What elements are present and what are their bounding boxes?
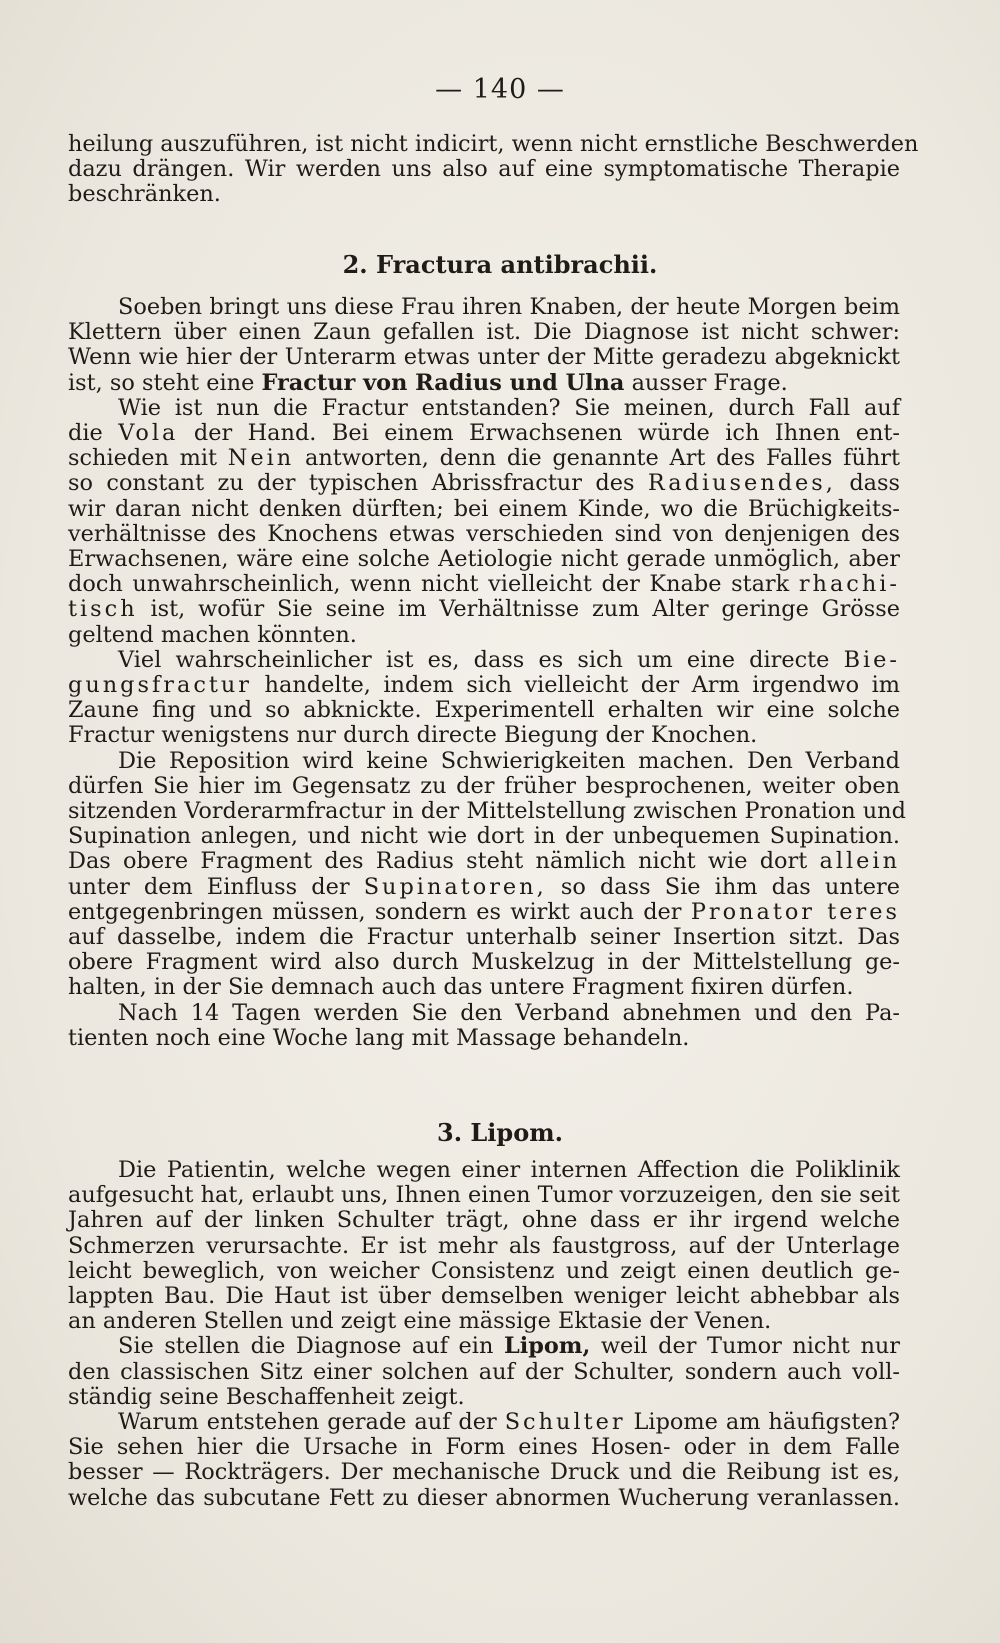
section-lipom-text <box>68 1158 900 1511</box>
text-line: entgegenbringen müssen, sondern es wirkt auch der Pronator teres <box>68 898 900 925</box>
text-line: dazu drängen. Wir werden uns also auf eine symptomatische Therapie <box>68 156 900 183</box>
text-line: obere Fragment wird also durch Muskelzug in der Mittelstellung ge- <box>68 949 900 976</box>
text-line: geltend machen könnten. <box>68 621 357 648</box>
text-line: ist, so steht eine Fractur von Radius und Ulna ausser Frage. <box>68 369 788 396</box>
text-line: die Vola der Hand. Bei einem Erwachsenen würde ich Ihnen ent- <box>68 420 900 447</box>
text-line: Viel wahrscheinlicher ist es, dass es sich um eine directe Bie- <box>118 646 900 673</box>
text-line: halten, in der Sie demnach auch das untere Fragment fixiren dürfen. <box>68 974 854 1001</box>
text-line: tisch ist, wofür Sie seine im Verhältnisse zum Alter geringe Grösse <box>68 596 900 623</box>
page-number: — 140 — <box>435 74 565 105</box>
emphasis-spaced: Schulter <box>504 1409 626 1436</box>
section-heading-fractura: 2. Fractura antibrachii. <box>342 250 658 279</box>
text-line: Fractur wenigstens nur durch directe Biegung der Knochen. <box>68 722 758 749</box>
text-line: aufgesucht hat, erlaubt uns, Ihnen einen Tumor vorzuzeigen, den sie seit <box>68 1182 901 1209</box>
text-line: Erwachsenen, wäre eine solche Aetiologie nicht gerade unmöglich, aber <box>68 546 900 573</box>
emphasis-spaced: gungsfractur <box>68 672 252 699</box>
text-line: doch unwahrscheinlich, wenn nicht vielleicht der Knabe stark rhachi- <box>68 571 900 598</box>
emphasis-spaced: allein <box>819 848 900 875</box>
text-line: tienten noch eine Woche lang mit Massage behandeln. <box>68 1024 690 1051</box>
text-line: verhältnisse des Knochens etwas verschieden sind von denjenigen des <box>68 520 900 547</box>
text-line: Die Patientin, welche wegen einer internen Affection die Poliklinik <box>118 1157 900 1183</box>
text-line: Zaune fing und so abknickte. Experimentell erhalten wir eine solche <box>68 697 900 724</box>
text-line: lappten Bau. Die Haut ist über demselben weniger leicht abhebbar als <box>68 1283 900 1310</box>
emphasis-spaced: Vola <box>118 420 179 447</box>
emphasis-spaced: Supinatoren, <box>363 873 547 900</box>
text-line: Nach 14 Tagen werden Sie den Verband abnehmen und den Pa- <box>118 999 900 1026</box>
text-line: Sie stellen die Diagnose auf ein Lipom, weil der Tumor nicht nur <box>118 1333 900 1360</box>
text-line: Schmerzen verursachte. Er ist mehr als faustgross, auf der Unterlage <box>68 1232 900 1259</box>
text-line: Sie sehen hier die Ursache in Form eines Hosen- oder in dem Falle <box>68 1434 900 1461</box>
text-line: ständig seine Beschaffenheit zeigt. <box>68 1383 465 1410</box>
text-line: wir daran nicht denken dürften; bei einem Kinde, wo die Brüchigkeits- <box>68 495 900 522</box>
text-line: Wie ist nun die Fractur entstanden? Sie meinen, durch Fall auf <box>118 394 900 421</box>
text-line: Soeben bringt uns diese Frau ihren Knaben, der heute Morgen beim <box>118 294 900 320</box>
emphasis-bold: Fractur von Radius und Ulna <box>261 369 625 396</box>
text-line: leicht beweglich, von weicher Consistenz und zeigt einen deutlich ge- <box>68 1257 900 1284</box>
section-heading-lipom: 3. Lipom. <box>437 1118 563 1147</box>
section-fractura-text <box>68 294 906 1051</box>
emphasis-spaced: Bie- <box>843 646 900 673</box>
text-line: sitzenden Vorderarmfractur in der Mittelstellung zwischen Pronation und <box>68 798 906 825</box>
text-line: gungsfractur handelte, indem sich vielleicht der Arm irgendwo im <box>68 672 900 699</box>
text-line: beschränken. <box>68 181 221 208</box>
emphasis-spaced: Pronator teres <box>690 898 900 925</box>
text-line: Das obere Fragment des Radius steht nämlich nicht wie dort allein <box>68 848 900 875</box>
text-line: so constant zu der typischen Abrissfractur des Radiusendes, dass <box>68 470 900 497</box>
emphasis-bold: Lipom, <box>503 1333 591 1360</box>
text-line: Warum entstehen gerade auf der Schulter Lipome am häufigsten? <box>118 1409 901 1436</box>
text-line: dürfen Sie hier im Gegensatz zu der früher besprochenen, weiter oben <box>68 772 900 799</box>
text-line: den classischen Sitz einer solchen auf der Schulter, sondern auch voll- <box>68 1358 900 1385</box>
paragraph-intro <box>68 131 919 208</box>
text-line: Wenn wie hier der Unterarm etwas unter der Mitte geradezu abgeknickt <box>68 344 900 371</box>
text-line: Die Reposition wird keine Schwierigkeiten machen. Den Verband <box>118 747 900 774</box>
emphasis-spaced: rhachi- <box>798 571 900 598</box>
emphasis-spaced: Nein <box>227 445 295 472</box>
text-line: welche das subcutane Fett zu dieser abnormen Wucherung veranlassen. <box>68 1484 900 1511</box>
text-line: schieden mit Nein antworten, denn die genannte Art des Falles führt <box>68 445 900 472</box>
text-line: Supination anlegen, und nicht wie dort in der unbequemen Supination. <box>68 823 900 850</box>
emphasis-spaced: tisch <box>68 596 138 623</box>
text-line: besser — Rockträgers. Der mechanische Druck und die Reibung ist es, <box>68 1459 900 1486</box>
text-line: unter dem Einfluss der Supinatoren, so dass Sie ihm das untere <box>68 873 900 900</box>
text-line: Jahren auf der linken Schulter trägt, ohne dass er ihr irgend welche <box>68 1207 900 1234</box>
text-line: an anderen Stellen und zeigt eine mässige Ektasie der Venen. <box>68 1308 772 1335</box>
text-line: Klettern über einen Zaun gefallen ist. Die Diagnose ist nicht schwer: <box>68 319 900 346</box>
text-line: heilung auszuführen, ist nicht indicirt, wenn nicht ernstliche Beschwerden <box>68 131 919 157</box>
text-line: auf dasselbe, indem die Fractur unterhalb seiner Insertion sitzt. Das <box>68 924 900 951</box>
emphasis-spaced: Radiusendes, <box>647 470 836 497</box>
